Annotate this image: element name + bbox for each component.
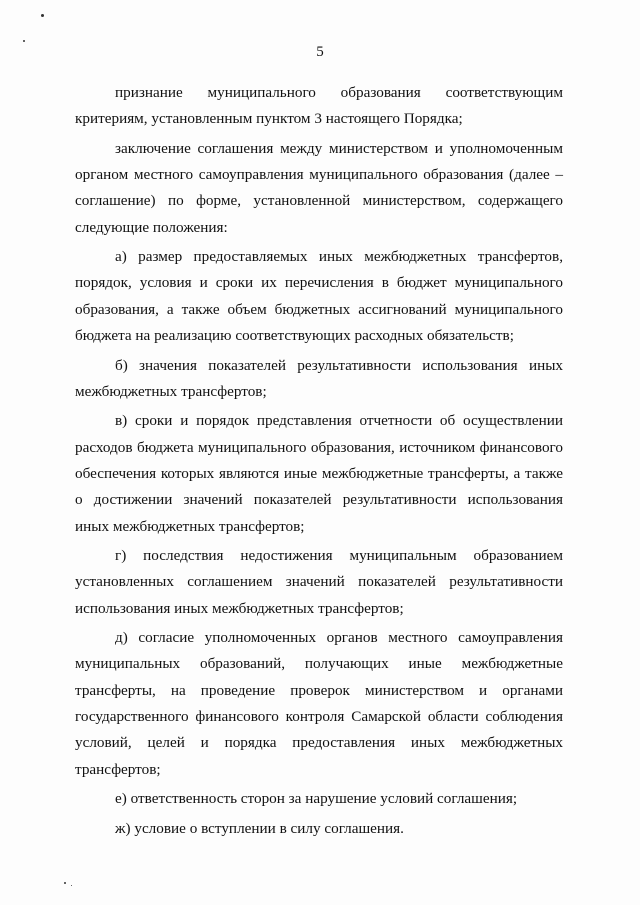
paragraph-criteria: признание муниципального образования соответствующим критериям, установленным пунктом 3 настоящего Порядка; — [75, 84, 563, 128]
scan-speck — [23, 40, 25, 42]
paragraph-item-d: д) согласие уполномоченных органов местного самоуправления муниципальных образований, получающих иные межбюджетные трансферты, на проведение проверок министерством и органами государственного финансового контроля Самарской области соблюдения условий, целей и порядка предоставления иных межбюджетных трансфертов; — [75, 629, 563, 778]
page-number: 5 — [316, 44, 324, 60]
scan-speck — [64, 882, 66, 884]
paragraph-item-g: г) последствия недостижения муниципальным образованием установленных соглашением значений показателей результативности использования иных межбюджетных трансфертов; — [75, 546, 563, 617]
paragraph-agreement: заключение соглашения между министерством и уполномоченным органом местного самоуправления муниципального образования (далее – соглашение) по форме, установленной министерством, содержащего следующие положения: — [75, 139, 563, 236]
scan-speck — [71, 885, 72, 886]
paragraph-item-e: е) ответственность сторон за нарушение условий соглашения; — [115, 790, 518, 808]
paragraph-item-v: в) сроки и порядок представления отчетности об осуществлении расходов бюджета муниципального образования, источником финансового обеспечения которых являются иные межбюджетные трансферты, а также о достижении значений показателей результативности использования иных межбюджетных трансфертов; — [75, 412, 563, 535]
paragraph-item-a: а) размер предоставляемых иных межбюджетных трансфертов, порядок, условия и сроки их перечисления в бюджет муниципального образования, а также объем бюджетных ассигнований муниципального бюджета на реализацию соответствующих расходных обязательств; — [75, 248, 563, 345]
paragraph-item-zh: ж) условие о вступлении в силу соглашения. — [115, 819, 404, 837]
paragraph-item-b: б) значения показателей результативности использования иных межбюджетных трансфертов; — [75, 356, 563, 400]
scan-speck — [41, 14, 44, 17]
document-body — [75, 80, 563, 842]
